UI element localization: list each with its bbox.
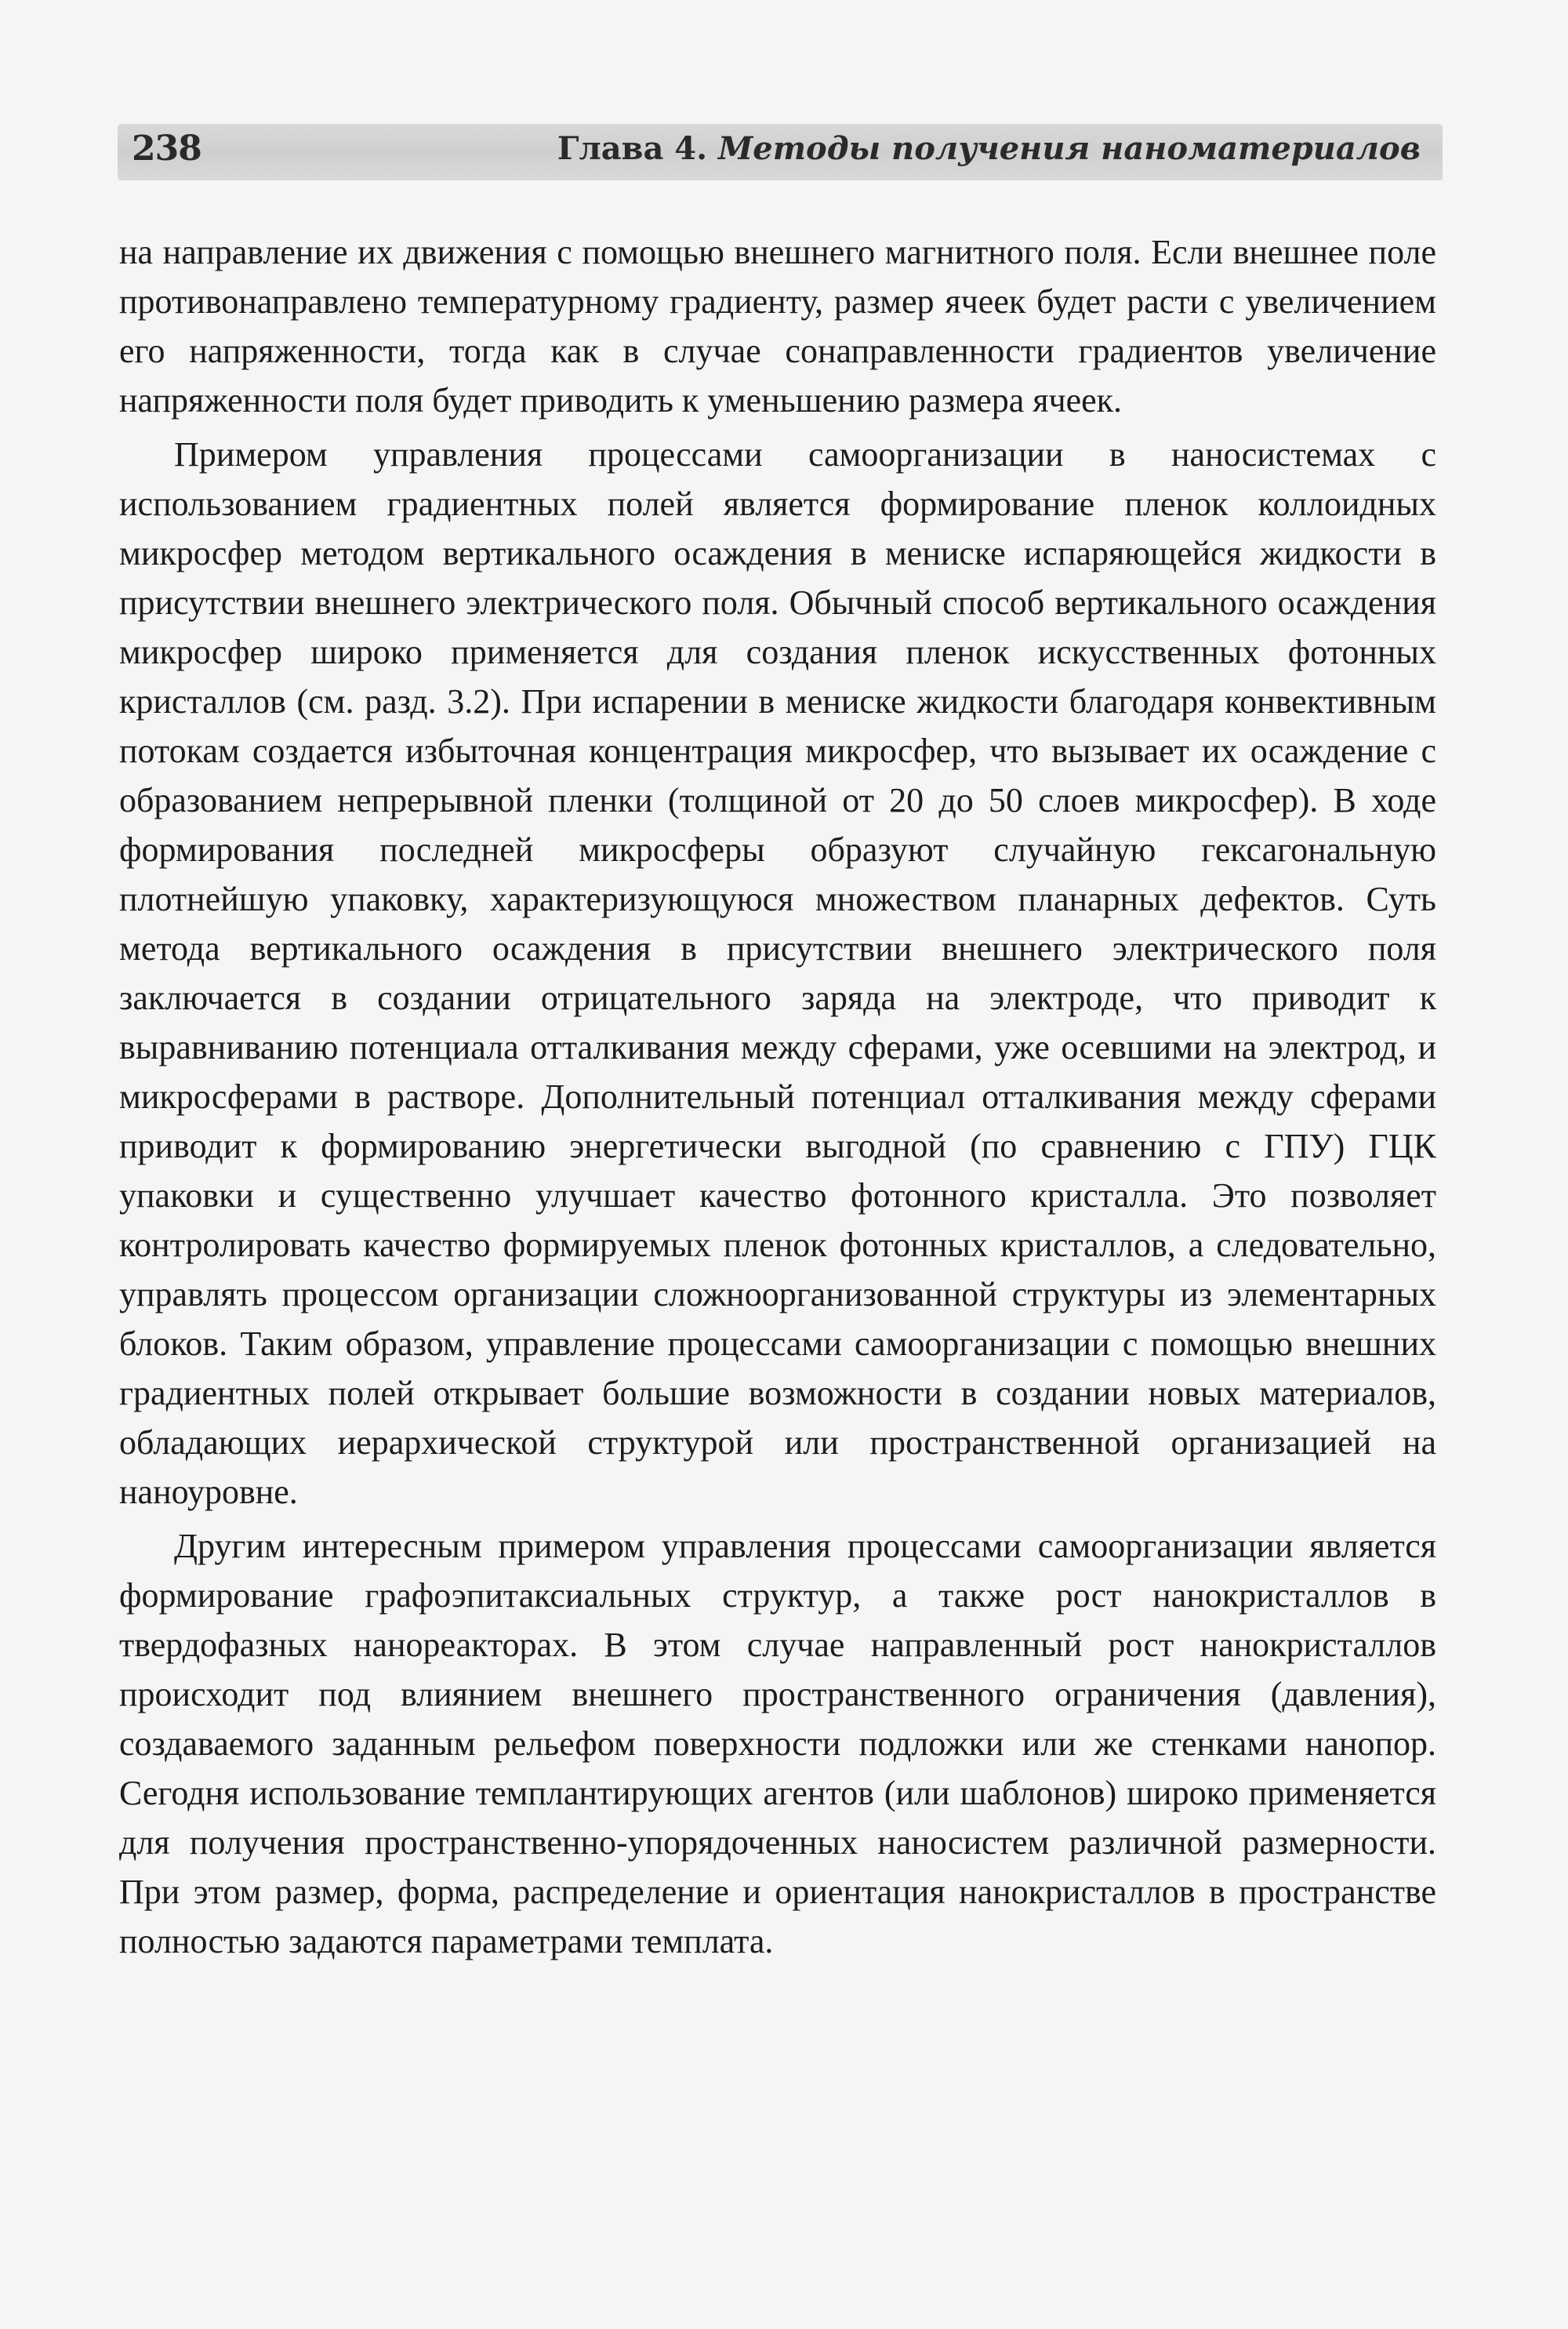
chapter-prefix: Глава 4. (557, 130, 718, 167)
chapter-name: Методы получения наноматериалов (717, 130, 1421, 167)
body-text (119, 227, 1436, 1966)
paragraph: Другим интересным примером управления процессами самоорганизации является формирование графоэпитаксиальных структур, а также рост нанокристаллов в твердофазных нанореакторах. В этом случае направленный рост нанокристаллов происходит под влиянием внешнего пространственного ограничения (давления), создаваемого заданным рельефом поверхности подложки или же стенками нанопор. Сегодня использование темплантирующих агентов (или шаблонов) широко применяется для получения пространственно-упорядоченных наносистем различной размерности. При этом размер, форма, распределение и ориентация нанокристаллов в пространстве полностью задаются параметрами темплата. (119, 1527, 1436, 1960)
paragraph: Примером управления процессами самоорганизации в наносистемах с использованием градиентных полей является формирование пленок коллоидных микросфер методом вертикального осаждения в мениске испаряющейся жидкости в присутствии внешнего электрического поля. Обычный способ вертикального осаждения микросфер широко применяется для создания пленок искусственных фотонных кристаллов (см. разд. 3.2). При испарении в мениске жидкости благодаря конвективным потокам создается избыточная концентрация микросфер, что вызывает их осаждение с образованием непрерывной пленки (толщиной от 20 до 50 слоев микросфер). В ходе формирования последней микросферы образуют случайную гексагональную плотнейшую упаковку, характеризующуюся множеством планарных дефектов. Суть метода вертикального осаждения в присутствии внешнего электрического поля заключается в создании отрицательного заряда на электроде, что приводит к выравниванию потенциала отталкивания между сферами, уже осевшими на электрод, и микросферами в растворе. Дополнительный потенциал отталкивания между сферами приводит к формированию энергетически выгодной (по сравнению с ГПУ) ГЦК упаковки и существенно улучшает качество фотонного кристалла. Это позволяет контролировать качество формируемых пленок фотонных кристаллов, а следовательно, управлять процессом организации сложноорганизованной структуры из элементарных блоков. Таким образом, управление процессами самоорганизации с помощью внешних градиентных полей открывает большие возможности в создании новых материалов, обладающих иерархической структурой или пространственной организацией на наноуровне. (119, 435, 1436, 1511)
chapter-title (557, 130, 1421, 167)
page-number: 238 (132, 129, 201, 169)
paragraph-continuation: на направление их движения с помощью внешнего магнитного поля. Если внешнее поле противонаправлено температурному градиенту, размер ячеек будет расти с увеличением его напряженности, тогда как в случае сонаправленности градиентов увеличение напряженности поля будет приводить к уменьшению размера ячеек. (119, 233, 1436, 420)
running-header (118, 124, 1443, 180)
